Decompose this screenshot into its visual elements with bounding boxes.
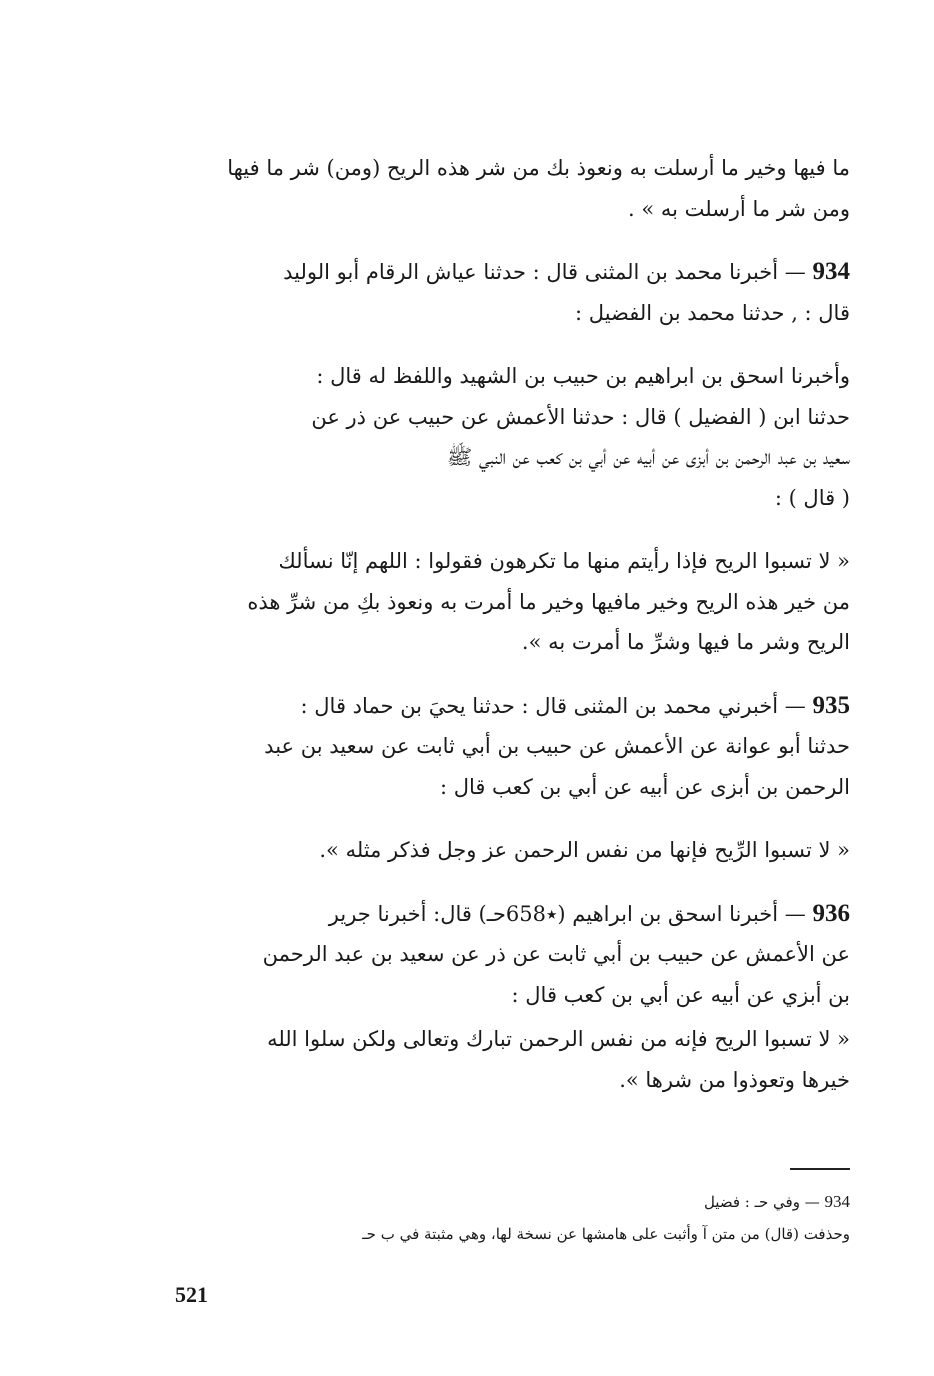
text-line: الريح وشر ما فيها وشرِّ ما أمرت به ». — [521, 630, 850, 654]
text-line-body: — أخبرني محمد بن المثنى قال : حدثنا يحيَ بن حماد قال : — [300, 693, 806, 718]
text-line: قال : , حدثنا محمد بن الفضيل : — [575, 300, 850, 325]
text-line: وأخبرنا اسحق بن ابراهيم بن حبيب بن الشهيد واللفظ له قال : — [316, 364, 850, 388]
footnote-divider — [790, 1168, 850, 1170]
text-line: سعيد بن عبد الرحمن بن أبزى عن أبيه عن أبي بن كعب عن النبي ﷺ — [446, 445, 850, 469]
page-number: 521 — [175, 1282, 208, 1307]
main-text — [160, 148, 850, 1123]
text-paragraph — [160, 830, 850, 871]
hadith-number: 936 — [812, 899, 850, 927]
hadith-number: 935 — [812, 691, 850, 719]
footnote — [160, 1186, 850, 1218]
text-paragraph — [160, 148, 850, 229]
footnote-text: — وفي حـ : فضيل — [703, 1193, 820, 1211]
text-paragraph — [160, 541, 850, 663]
text-line: « لا تسبوا الريح فإنه من نفس الرحمن تبارك وتعالى ولكن سلوا الله — [267, 1027, 850, 1051]
hadith-number: 934 — [812, 258, 850, 285]
footnote: وحذفت (قال) من متن آ وأثبت على هامشها عن نسخة لها، وهي مثبتة في ب حـ — [362, 1225, 850, 1243]
text-line: « لا تسبوا الرِّيح فإنها من نفس الرحمن عز وجل فذكر مثله ». — [319, 838, 850, 862]
text-line: حدثنا أبو عوانة عن الأعمش عن حبيب بن أبي ثابت عن سعيد بن عبد — [264, 734, 850, 758]
text-line: خيرها وتعوذوا من شرها ». — [619, 1067, 850, 1092]
text-line: ما فيها وخير ما أرسلت به ونعوذ بك من شر هذه الريح (ومن) شر ما فيها — [227, 156, 850, 180]
text-line: من خير هذه الريح وخير مافيها وخير ما أمرت به ونعوذ بكِ من شرِّ هذه — [247, 589, 850, 614]
footnotes — [160, 1186, 850, 1250]
footnote-number: 934 — [824, 1192, 850, 1211]
text-line: عن الأعمش عن حبيب بن أبي ثابت عن ذر عن سعيد بن عبد الرحمن — [262, 942, 850, 966]
text-line: حدثنا ابن ( الفضيل ) قال : حدثنا الأعمش عن حبيب عن ذر عن — [311, 404, 850, 429]
hadith-934 — [160, 252, 850, 333]
text-line: ( قال ) : — [774, 485, 850, 510]
hadith-935 — [160, 686, 850, 808]
text-line — [160, 252, 850, 293]
text-line-body: — أخبرنا محمد بن المثنى قال : حدثنا عياش الرقام أبو الوليد — [283, 260, 806, 284]
text-line-body: — أخبرنا اسحق بن ابراهيم (٭658حـ) قال: أخبرنا جرير — [328, 901, 806, 926]
text-line — [160, 894, 850, 935]
text-paragraph — [160, 356, 850, 518]
text-line: الرحمن بن أبزى عن أبيه عن أبي بن كعب قال : — [439, 774, 850, 799]
text-line — [160, 686, 850, 727]
text-line: « لا تسبوا الريح فإذا رأيتم منها ما تكرهون فقولوا : اللهم إنّا نسألك — [278, 549, 850, 573]
text-line: ومن شر ما أرسلت به » . — [627, 196, 850, 221]
text-line: بن أبزي عن أبيه عن أبي بن كعب قال : — [511, 982, 850, 1007]
text-paragraph — [160, 1019, 850, 1100]
hadith-936 — [160, 894, 850, 1016]
